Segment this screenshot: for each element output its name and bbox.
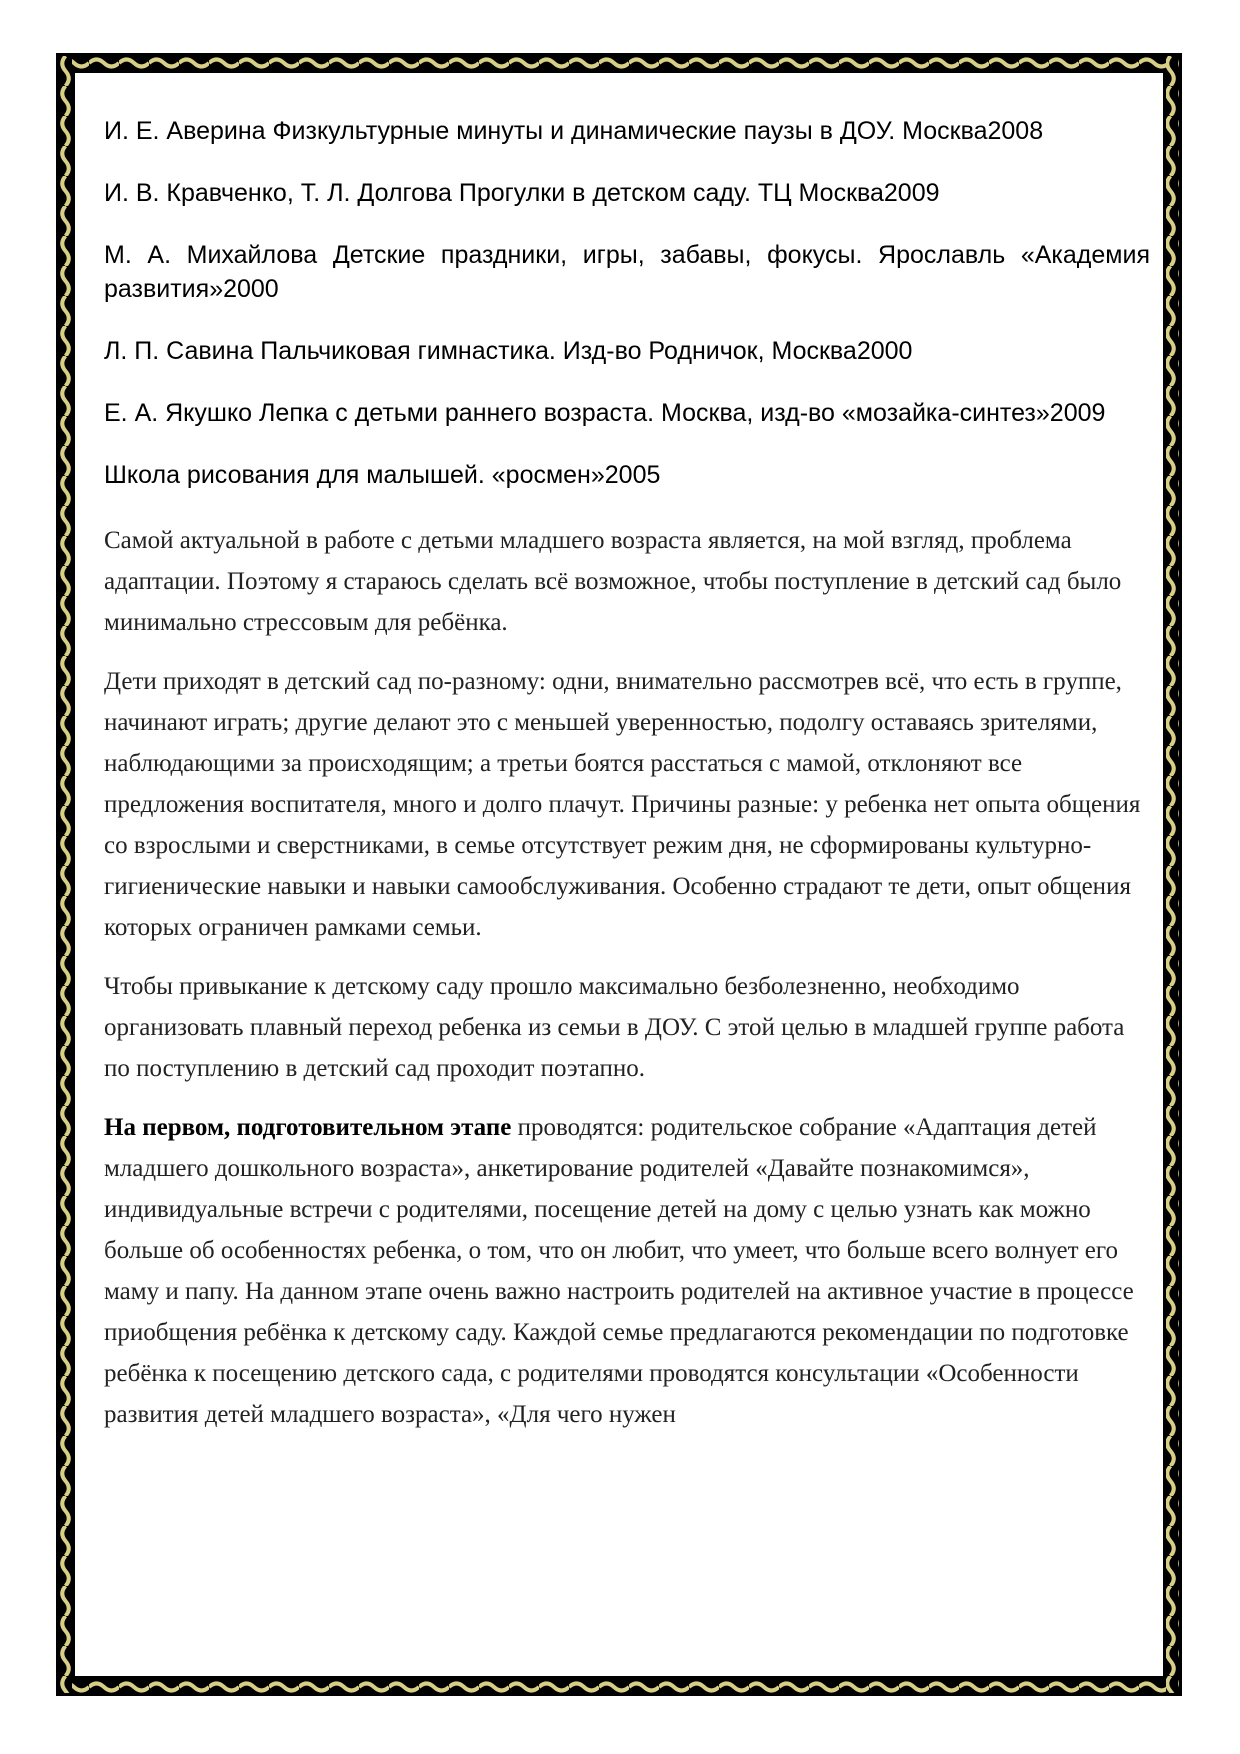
body-paragraph-adaptation-problem: Самой актуальной в работе с детьми младшего возраста является, на мой взгляд, проблема адаптации. Поэтому я стараюсь сделать всё возможное, чтобы поступление в детский сад было минимально стрессовым для ребёнка. <box>104 527 1122 636</box>
body-paragraph-children-arrival: Дети приходят в детский сад по-разному: одни, внимательно рассмотрев всё, что есть в группе, начинают играть; другие делают это с меньшей уверенностью, подолгу оставаясь зрителями, наблюдающими за происходящим; а третьи боятся расстаться с мамой, отклоняют все предложения воспитателя, много и долго плачут. Причины разные: у ребенка нет опыта общения со взрослыми и сверстниками, в семье отсутствует режим дня, не сформированы культурно-гигиенические навыки и навыки самообслуживания. Особенно страдают те дети, опыт общения которых ограничен рамками семьи. <box>104 668 1141 941</box>
reference-item: Е. А. Якушко Лепка с детьми раннего возраста. Москва, изд-во «мозайка-синтез»2009 <box>104 399 1106 427</box>
reference-item: И. В. Кравченко, Т. Л. Долгова Прогулки в детском саду. ТЦ Москва2009 <box>104 179 940 207</box>
body-paragraph-first-stage <box>104 1107 1150 1435</box>
body-paragraph-smooth-transition: Чтобы привыкание к детскому саду прошло максимально безболезненно, необходимо организовать плавный переход ребенка из семьи в ДОУ. С этой целью в младшей группе работа по поступлению в детский сад проходит поэтапно. <box>104 973 1125 1082</box>
reference-item: И. Е. Аверина Физкультурные минуты и динамические паузы в ДОУ. Москва2008 <box>104 117 1044 145</box>
reference-item: Школа рисования для малышей. «росмен»2005 <box>104 461 661 489</box>
reference-item: Л. П. Савина Пальчиковая гимнастика. Изд-во Родничок, Москва2000 <box>104 337 913 365</box>
first-stage-text: проводятся: родительское собрание «Адаптация детей младшего дошкольного возраста», анкетирование родителей «Давайте познакомимся», индивидуальные встречи с родителями, посещение детей на дому с целью узнать как можно больше об особенностях ребенка, о том, что он любит, что умеет, что больше всего волнует его маму и папу. На данном этапе очень важно настроить родителей на активное участие в процессе приобщения ребёнка к детскому саду. Каждой семье предлагаются рекомендации по подготовке ребёнка к посещению детского сада, с родителями проводятся консультации «Особенности развития детей младшего возраста», «Для чего нужен <box>104 1114 1134 1428</box>
first-stage-heading: На первом, подготовительном этапе <box>104 1114 512 1141</box>
page-content <box>104 114 1150 1453</box>
reference-item: М. А. Михайлова Детские праздники, игры, забавы, фокусы. Ярославль «Академия развития»2000 <box>104 241 1150 303</box>
